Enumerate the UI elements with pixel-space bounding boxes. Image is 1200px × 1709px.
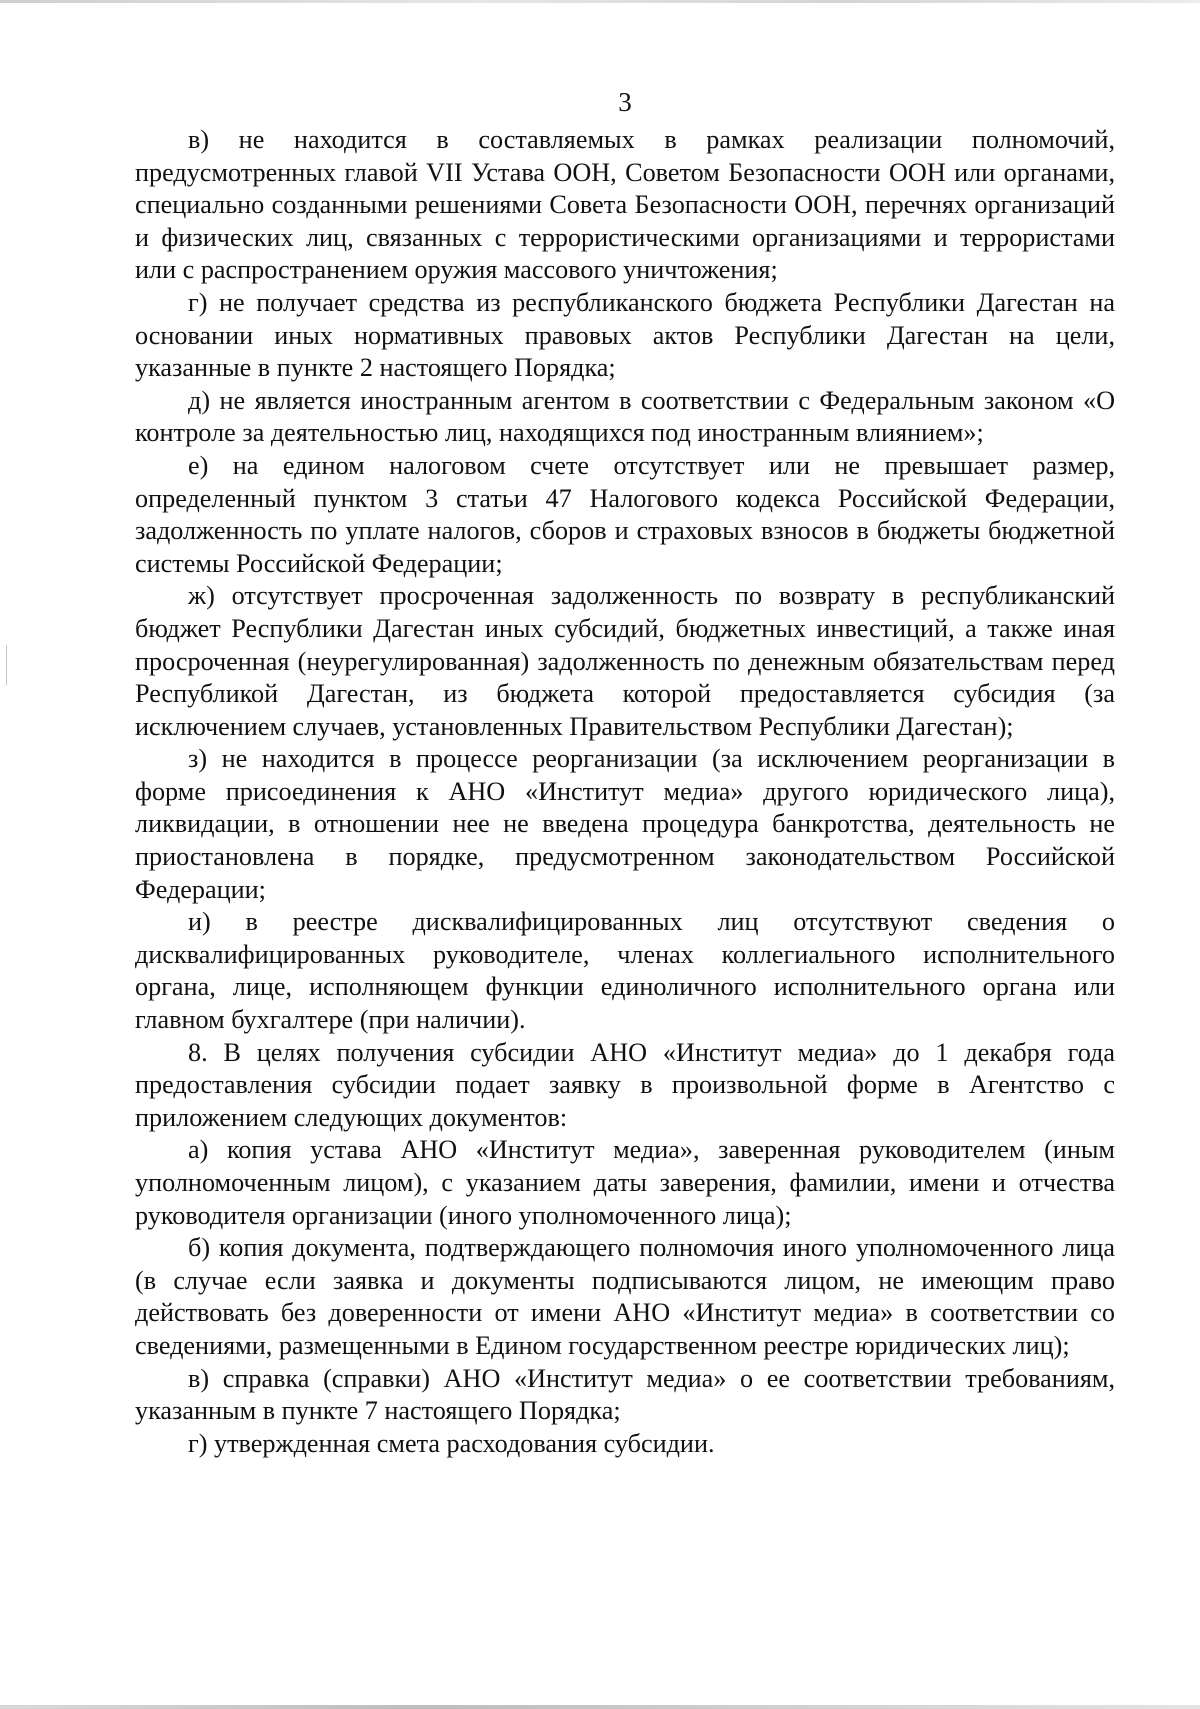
paragraph-i-disqualified-persons: и) в реестре дисквалифицированных лиц отсутствуют сведения о дисквалифицированных руководителе, членах коллегиального исполнительного органа, лице, исполняющем функции единоличного исполнительного органа или главном бухгалтере (при наличии). — [135, 907, 1115, 1035]
paragraph-g-expense-estimate: г) утвержденная смета расходования субсидии. — [188, 1428, 715, 1458]
scan-edge-bottom — [0, 1705, 1200, 1709]
paragraph-a-charter-copy: а) копия устава АНО «Институт медиа», заверенная руководителем (иным уполномоченным лицом), с указанием даты заверения, фамилии, имени и отчества руководителя организации (иного уполномоченного лица); — [135, 1135, 1115, 1230]
paragraph-v-compliance-certificate: в) справка (справки) АНО «Институт медиа» о ее соответствии требованиям, указанным в пункте 7 настоящего Порядка; — [135, 1363, 1115, 1426]
paragraph-e-tax-debt: е) на едином налоговом счете отсутствует или не превышает размер, определенный пунктом 3 статьи 47 Налогового кодекса Российской Федерации, задолженность по уплате налогов, сборов и страховых взносов в бюджеты бюджетной системы Российской Федерации; — [135, 450, 1115, 578]
paragraph-d-not-foreign-agent: д) не является иностранным агентом в соответствии с Федеральным законом «О контроле за деятельностью лиц, находящихся под иностранным влиянием»; — [135, 385, 1115, 448]
paragraph-zh-overdue-debt: ж) отсутствует просроченная задолженность по возврату в республиканский бюджет Республики Дагестан иных субсидий, бюджетных инвестиций, а также иная просроченная (неурегулированная) задолженность по денежным обязательствам перед Республикой Дагестан, из бюджета которой предоставляется субсидия (за исключением случаев, установленных Правительством Республики Дагестан); — [135, 581, 1115, 741]
document-body — [135, 124, 1115, 1460]
page-number: 3 — [618, 87, 632, 117]
paragraph-z-no-reorganization: з) не находится в процессе реорганизации (за исключением реорганизации в форме присоединения к АНО «Институт медиа» другого юридического лица), ликвидации, в отношении нее не введена процедура банкротства, деятельность не приостановлена в порядке, предусмотренном законодательством Российской Федерации; — [135, 744, 1115, 904]
paragraph-b-authority-document: б) копия документа, подтверждающего полномочия иного уполномоченного лица (в случае если заявка и документы подписываются лицом, не имеющим право действовать без доверенности от имени АНО «Институт медиа» в соответствии со сведениями, размещенными в Едином государственном реестре юридических лиц); — [135, 1233, 1115, 1360]
paragraph-v-un-sanctions-lists: в) не находится в составляемых в рамках реализации полномочий, предусмотренных главой VII Устава ООН, Советом Безопасности ООН или органами, специально созданными решениями Совета Безопасности ООН, перечнях организаций и физических лиц, связанных с террористическими организациями и террористами или с распространением оружия массового уничтожения; — [135, 125, 1115, 285]
scan-edge-top — [0, 0, 1200, 3]
scan-mark — [6, 645, 7, 685]
paragraph-8-application: 8. В целях получения субсидии АНО «Институт медиа» до 1 декабря года предоставления субсидии подает заявку в произвольной форме в Агентство с приложением следующих документов: — [135, 1037, 1115, 1132]
paragraph-g-no-other-budget-funds: г) не получает средства из республиканского бюджета Республики Дагестан на основании иных нормативных правовых актов Республики Дагестан на цели, указанные в пункте 2 настоящего Порядка; — [135, 287, 1115, 383]
